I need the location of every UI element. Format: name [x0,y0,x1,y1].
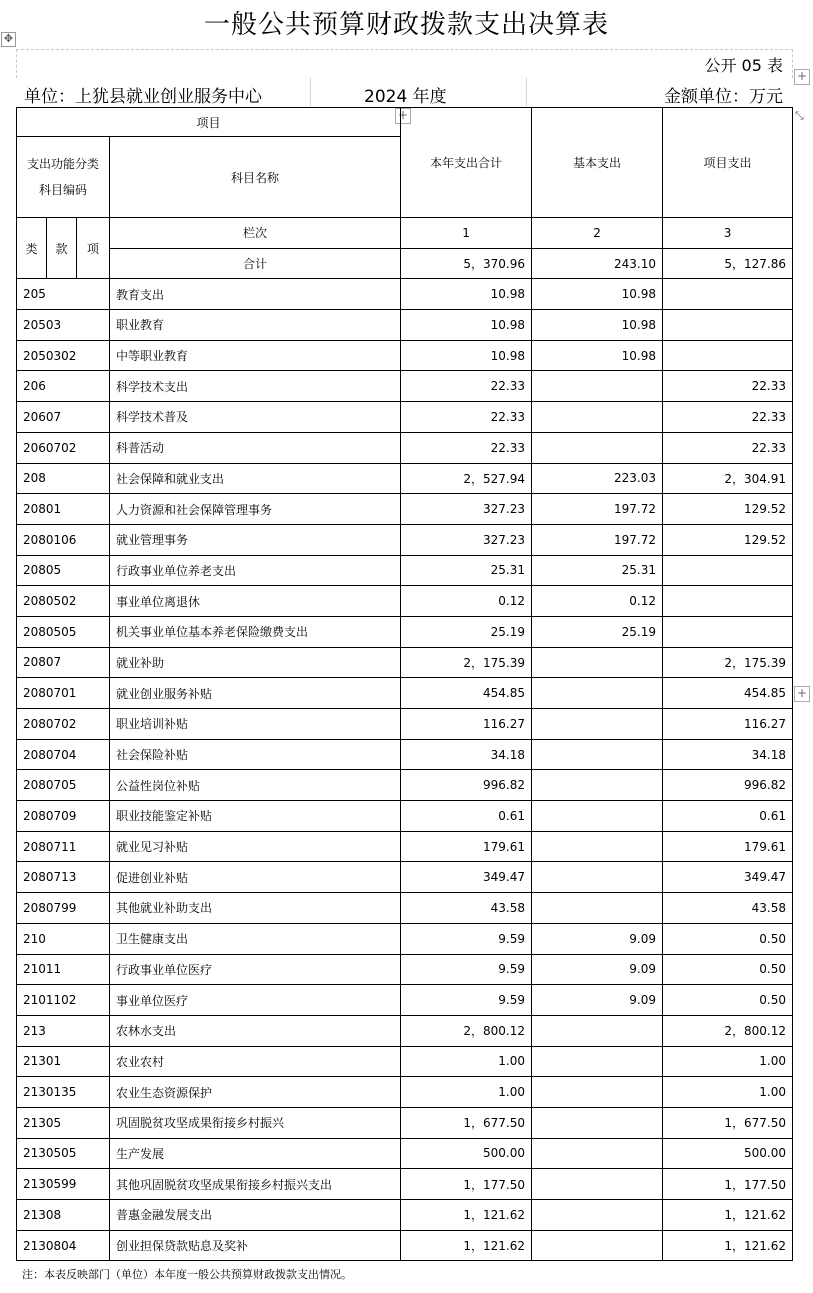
row-project: 1，121.62 [663,1230,793,1261]
table-row [17,524,793,555]
subject-name: 科普活动 [110,432,401,463]
table-row [17,555,793,586]
subject-code: 2050302 [17,340,110,371]
row-project: 0.61 [663,801,793,832]
subject-code: 205 [17,279,110,310]
subject-name: 卫生健康支出 [110,923,401,954]
row-total: 2，175.39 [401,647,532,678]
header-lei: 类 [17,218,47,279]
row-project: 1，121.62 [663,1200,793,1231]
row-basic: 197.72 [532,524,663,555]
amount-unit: 金额单位：万元 [664,87,783,107]
subject-name: 农业农村 [110,1046,401,1077]
table-row [17,985,793,1016]
subject-name: 中等职业教育 [110,340,401,371]
subject-code: 21011 [17,954,110,985]
table-row [17,1015,793,1046]
row-basic: 223.03 [532,463,663,494]
row-project: 179.61 [663,831,793,862]
row-basic [532,647,663,678]
subject-code: 2080711 [17,831,110,862]
unit-bar [16,77,791,107]
header-class-code: 支出功能分类 科目编码 [17,137,110,218]
row-basic [532,1046,663,1077]
table-row [17,831,793,862]
row-total: 1，177.50 [401,1169,532,1200]
subject-code: 2080505 [17,616,110,647]
subject-name: 人力资源和社会保障管理事务 [110,494,401,525]
subject-code: 20801 [17,494,110,525]
row-project [663,279,793,310]
table-row [17,678,793,709]
page-title: 一般公共预算财政拨款支出决算表 [203,10,609,40]
subject-code: 2080106 [17,524,110,555]
subject-code: 21305 [17,1107,110,1138]
header-lanci: 栏次 [110,218,401,249]
row-total: 22.33 [401,432,532,463]
subject-code: 2080799 [17,893,110,924]
subject-code: 2130804 [17,1230,110,1261]
subject-code: 2101102 [17,985,110,1016]
row-total: 454.85 [401,678,532,709]
row-basic [532,862,663,893]
sum-total: 5，370.96 [401,248,532,279]
row-project: 1.00 [663,1046,793,1077]
subject-name: 就业管理事务 [110,524,401,555]
table-row [17,279,793,310]
row-project: 0.50 [663,954,793,985]
subject-name: 科学技术支出 [110,371,401,402]
row-basic: 197.72 [532,494,663,525]
subject-name: 创业担保贷款贴息及奖补 [110,1230,401,1261]
fiscal-year: 2024 年度 [364,87,447,107]
subject-code: 208 [17,463,110,494]
subject-code: 2130505 [17,1138,110,1169]
row-project: 22.33 [663,371,793,402]
table-row [17,862,793,893]
row-basic: 25.19 [532,616,663,647]
header-col2: 2 [532,218,663,249]
header-item: 项目 [17,108,401,137]
table-row [17,402,793,433]
row-basic: 10.98 [532,340,663,371]
row-total: 22.33 [401,371,532,402]
row-basic: 10.98 [532,279,663,310]
subject-name: 农林水支出 [110,1015,401,1046]
row-project: 349.47 [663,862,793,893]
subject-code: 20607 [17,402,110,433]
header-total: 本年支出合计 [401,108,532,218]
subject-code: 2080713 [17,862,110,893]
subject-code: 20807 [17,647,110,678]
row-total: 0.61 [401,801,532,832]
table-row [17,340,793,371]
row-basic [532,770,663,801]
row-basic [532,1200,663,1231]
row-total: 43.58 [401,893,532,924]
header-basic: 基本支出 [532,108,663,218]
row-total: 1，121.62 [401,1230,532,1261]
row-project: 1.00 [663,1077,793,1108]
row-basic [532,801,663,832]
table-row [17,586,793,617]
row-basic: 10.98 [532,310,663,341]
table-row [17,770,793,801]
insert-row-icon[interactable]: + [395,108,411,124]
table-move-handle-icon[interactable]: ✥ [1,32,16,47]
row-project: 2，800.12 [663,1015,793,1046]
subject-code: 2080704 [17,739,110,770]
table-row [17,739,793,770]
table-row [17,371,793,402]
table-row [17,1107,793,1138]
row-basic [532,678,663,709]
row-total: 10.98 [401,310,532,341]
row-total: 1.00 [401,1046,532,1077]
table-row [17,1138,793,1169]
row-total: 1.00 [401,1077,532,1108]
subject-code: 20503 [17,310,110,341]
subject-code: 20805 [17,555,110,586]
subject-name: 职业技能鉴定补贴 [110,801,401,832]
row-total: 996.82 [401,770,532,801]
row-project: 454.85 [663,678,793,709]
table-row [17,616,793,647]
row-basic: 9.09 [532,985,663,1016]
row-project: 34.18 [663,739,793,770]
row-project: 500.00 [663,1138,793,1169]
subject-code: 2080702 [17,709,110,740]
add-column-icon-2[interactable]: + [794,686,810,702]
row-basic [532,709,663,740]
row-total: 2，800.12 [401,1015,532,1046]
table-row [17,310,793,341]
table-row [17,1169,793,1200]
table-row [17,893,793,924]
subject-name: 促进创业补贴 [110,862,401,893]
row-total: 0.12 [401,586,532,617]
row-total: 327.23 [401,524,532,555]
row-basic [532,1077,663,1108]
row-basic [532,831,663,862]
subject-name: 事业单位医疗 [110,985,401,1016]
header-kuan: 款 [47,218,77,279]
row-basic: 0.12 [532,586,663,617]
row-total: 10.98 [401,340,532,371]
row-total: 34.18 [401,739,532,770]
row-basic: 9.09 [532,923,663,954]
row-total: 1，121.62 [401,1200,532,1231]
table-row [17,463,793,494]
row-basic [532,402,663,433]
row-project: 22.33 [663,402,793,433]
row-basic [532,1138,663,1169]
subject-name: 社会保障和就业支出 [110,463,401,494]
subject-code: 2080701 [17,678,110,709]
row-basic [532,739,663,770]
row-basic: 25.31 [532,555,663,586]
table-header-frame [16,49,793,78]
row-total: 9.59 [401,985,532,1016]
row-project: 2，175.39 [663,647,793,678]
subject-code: 213 [17,1015,110,1046]
row-total: 500.00 [401,1138,532,1169]
subject-name: 就业见习补贴 [110,831,401,862]
row-project [663,555,793,586]
subject-name: 行政事业单位医疗 [110,954,401,985]
row-project [663,340,793,371]
row-total: 116.27 [401,709,532,740]
subject-code: 2130135 [17,1077,110,1108]
row-basic [532,1015,663,1046]
table-row [17,432,793,463]
unit-name: 单位：上犹县就业创业服务中心 [24,87,262,107]
subject-code: 2080705 [17,770,110,801]
row-project: 996.82 [663,770,793,801]
row-total: 10.98 [401,279,532,310]
subject-code: 210 [17,923,110,954]
header-xiang: 项 [77,218,110,279]
row-total: 2，527.94 [401,463,532,494]
table-row [17,801,793,832]
add-column-icon[interactable]: + [794,69,810,85]
subject-name: 其他巩固脱贫攻坚成果衔接乡村振兴支出 [110,1169,401,1200]
row-project: 1，177.50 [663,1169,793,1200]
subject-name: 其他就业补助支出 [110,893,401,924]
row-project: 43.58 [663,893,793,924]
row-project [663,586,793,617]
row-basic [532,1107,663,1138]
table-row [17,1200,793,1231]
row-project: 0.50 [663,923,793,954]
row-project [663,310,793,341]
row-project: 0.50 [663,985,793,1016]
subject-code: 2060702 [17,432,110,463]
row-project: 2，304.91 [663,463,793,494]
subject-code: 2080502 [17,586,110,617]
resize-icon[interactable]: ⤡ [795,109,804,122]
header-col3: 3 [663,218,793,249]
row-basic: 9.09 [532,954,663,985]
subject-name: 农业生态资源保护 [110,1077,401,1108]
row-total: 327.23 [401,494,532,525]
subject-code: 206 [17,371,110,402]
row-total: 25.19 [401,616,532,647]
row-basic [532,432,663,463]
subject-name: 教育支出 [110,279,401,310]
subject-name: 行政事业单位养老支出 [110,555,401,586]
row-total: 179.61 [401,831,532,862]
subject-name: 机关事业单位基本养老保险缴费支出 [110,616,401,647]
subject-name: 职业培训补贴 [110,709,401,740]
form-number: 公开 05 表 [704,56,783,75]
sum-label: 合计 [110,248,401,279]
subject-code: 21308 [17,1200,110,1231]
row-total: 25.31 [401,555,532,586]
row-total: 9.59 [401,923,532,954]
subject-name: 就业创业服务补贴 [110,678,401,709]
table-row [17,1077,793,1108]
footnote: 注：本表反映部门（单位）本年度一般公共预算财政拨款支出情况。 [22,1268,352,1281]
subject-code: 2080709 [17,801,110,832]
sum-project: 5，127.86 [663,248,793,279]
subject-name: 社会保险补贴 [110,739,401,770]
subject-name: 普惠金融发展支出 [110,1200,401,1231]
row-project: 116.27 [663,709,793,740]
subject-name: 职业教育 [110,310,401,341]
row-project: 129.52 [663,494,793,525]
row-project: 1，677.50 [663,1107,793,1138]
subject-name: 公益性岗位补贴 [110,770,401,801]
sum-basic: 243.10 [532,248,663,279]
table-row [17,1046,793,1077]
row-total: 22.33 [401,402,532,433]
subject-name: 科学技术普及 [110,402,401,433]
table-row [17,1230,793,1261]
header-project: 项目支出 [663,108,793,218]
table-row [17,647,793,678]
row-project [663,616,793,647]
row-total: 9.59 [401,954,532,985]
subject-name: 巩固脱贫攻坚成果衔接乡村振兴 [110,1107,401,1138]
subject-code: 2130599 [17,1169,110,1200]
subject-name: 就业补助 [110,647,401,678]
subject-name: 生产发展 [110,1138,401,1169]
row-basic [532,1169,663,1200]
table-row [17,709,793,740]
row-total: 1，677.50 [401,1107,532,1138]
row-total: 349.47 [401,862,532,893]
subject-name: 事业单位离退休 [110,586,401,617]
row-basic [532,893,663,924]
header-subject-name: 科目名称 [110,137,401,218]
expenditure-table [16,107,793,1261]
row-basic [532,371,663,402]
row-project: 22.33 [663,432,793,463]
table-row [17,923,793,954]
row-project: 129.52 [663,524,793,555]
subject-code: 21301 [17,1046,110,1077]
row-basic [532,1230,663,1261]
table-row [17,954,793,985]
header-col1: 1 [401,218,532,249]
table-row [17,494,793,525]
